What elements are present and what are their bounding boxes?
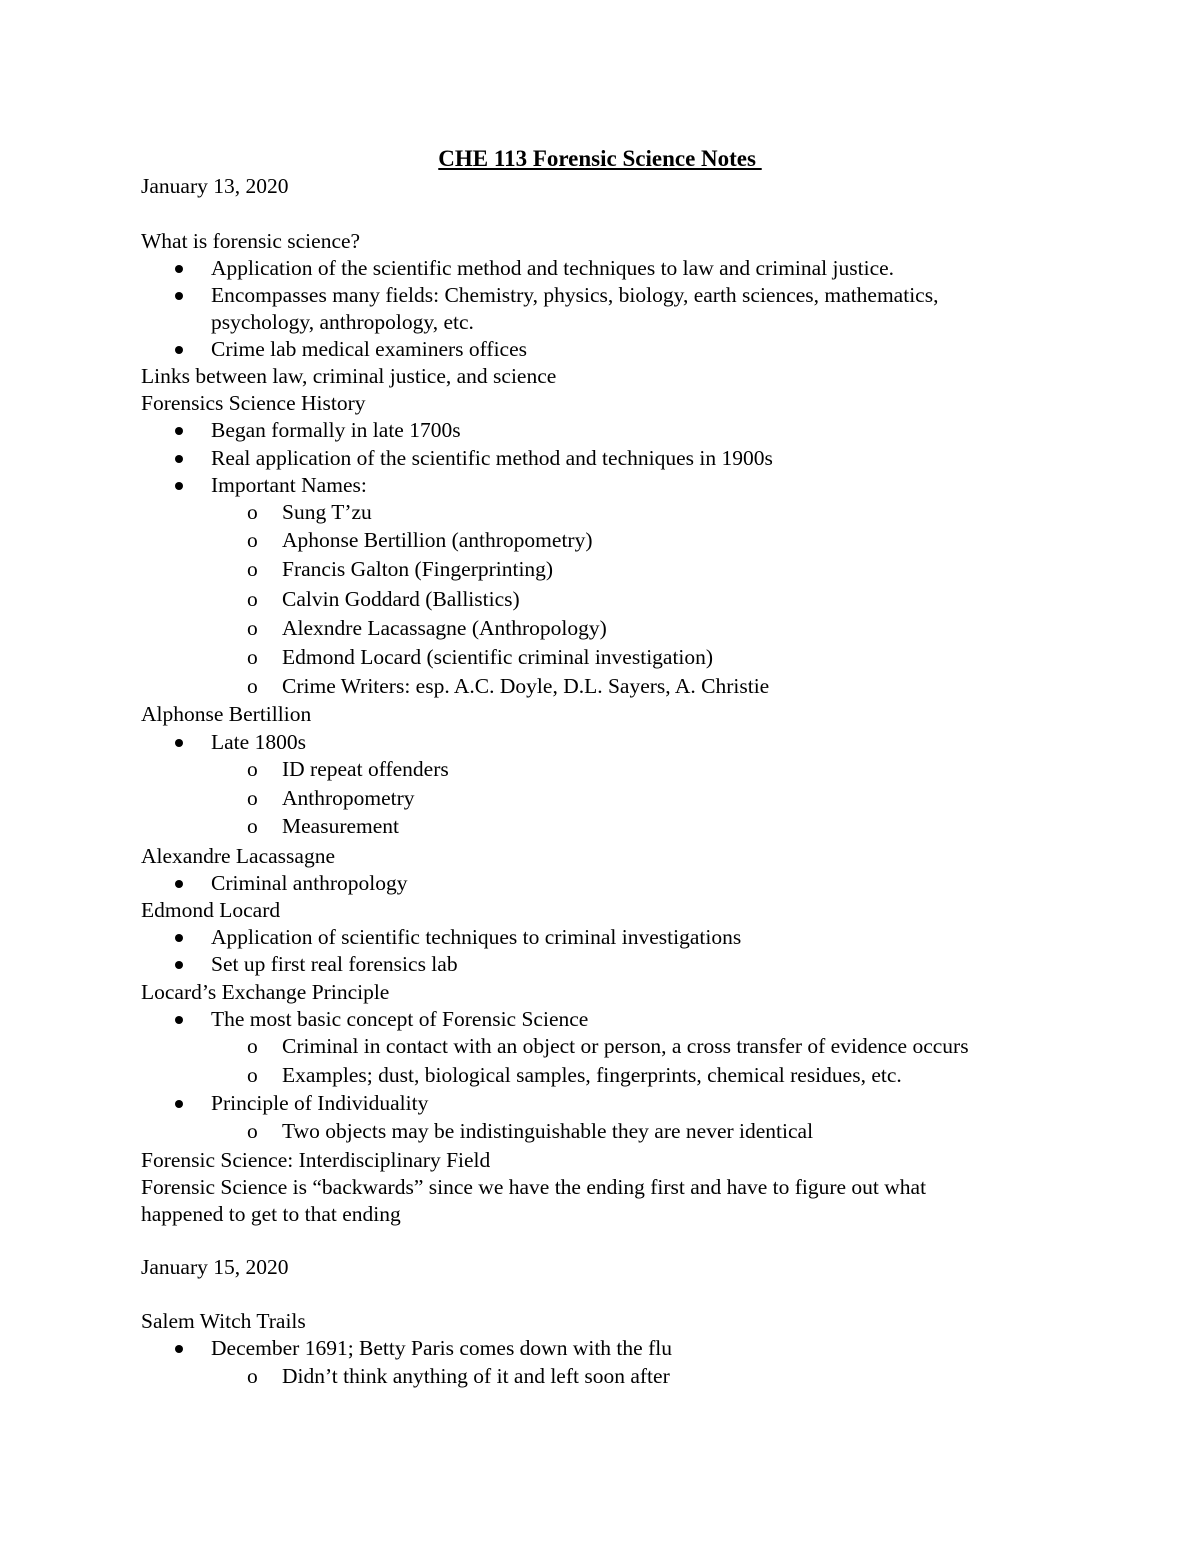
- sub-bullet-circle-icon: o: [247, 757, 258, 781]
- sub-bullet-circle-icon: o: [247, 616, 258, 640]
- sub-bullet-item: ID repeat offenders: [282, 757, 449, 781]
- sub-bullet-circle-icon: o: [247, 587, 258, 611]
- sub-bullet-circle-icon: o: [247, 786, 258, 810]
- bullet-dot-icon: [175, 1345, 183, 1353]
- sub-bullet-item: Crime Writers: esp. A.C. Doyle, D.L. Sayers, A. Christie: [282, 674, 770, 698]
- bullet-item: Criminal anthropology: [211, 871, 408, 895]
- note-heading-line: January 13, 2020: [141, 174, 289, 198]
- bullet-item: Real application of the scientific method and techniques in 1900s: [211, 446, 773, 470]
- sub-bullet-circle-icon: o: [247, 645, 258, 669]
- bullet-dot-icon: [175, 934, 183, 942]
- note-heading-line: Edmond Locard: [141, 898, 281, 922]
- bullet-dot-icon: [175, 482, 183, 490]
- sub-bullet-item: Examples; dust, biological samples, fingerprints, chemical residues, etc.: [282, 1063, 902, 1087]
- bullet-item: Important Names:: [211, 473, 367, 497]
- bullet-dot-icon: [175, 292, 183, 300]
- bullet-dot-icon: [175, 346, 183, 354]
- note-heading-line: Alexandre Lacassagne: [141, 844, 335, 868]
- sub-bullet-circle-icon: o: [247, 674, 258, 698]
- bullet-dot-icon: [175, 1100, 183, 1108]
- bullet-item: The most basic concept of Forensic Science: [211, 1007, 589, 1031]
- note-heading-line: What is forensic science?: [141, 229, 361, 253]
- bullet-dot-icon: [175, 1016, 183, 1024]
- bullet-item: December 1691; Betty Paris comes down with the flu: [211, 1336, 672, 1360]
- sub-bullet-circle-icon: o: [247, 1364, 258, 1388]
- bullet-item: Application of the scientific method and techniques to law and criminal justice.: [211, 256, 895, 280]
- bullet-dot-icon: [175, 739, 183, 747]
- sub-bullet-item: Didn’t think anything of it and left soon after: [282, 1364, 670, 1388]
- note-heading-line: January 15, 2020: [141, 1255, 289, 1279]
- note-heading-line: Salem Witch Trails: [141, 1309, 306, 1333]
- bullet-dot-icon: [175, 880, 183, 888]
- sub-bullet-item: Alexndre Lacassagne (Anthropology): [282, 616, 607, 640]
- sub-bullet-circle-icon: o: [247, 1034, 258, 1058]
- bullet-dot-icon: [175, 455, 183, 463]
- bullet-dot-icon: [175, 265, 183, 273]
- sub-bullet-item: Anthropometry: [282, 786, 415, 810]
- sub-bullet-item: Criminal in contact with an object or person, a cross transfer of evidence occurs: [282, 1034, 969, 1058]
- sub-bullet-item: Two objects may be indistinguishable they are never identical: [282, 1119, 814, 1143]
- sub-bullet-item: Calvin Goddard (Ballistics): [282, 587, 520, 611]
- bullet-item: Set up first real forensics lab: [211, 952, 458, 976]
- bullet-item: psychology, anthropology, etc.: [211, 310, 474, 334]
- note-heading-line: Links between law, criminal justice, and science: [141, 364, 557, 388]
- bullet-item: Encompasses many fields: Chemistry, physics, biology, earth sciences, mathematics,: [211, 283, 939, 307]
- sub-bullet-item: Sung T’zu: [282, 500, 372, 524]
- note-heading-line: happened to get to that ending: [141, 1202, 401, 1226]
- sub-bullet-item: Edmond Locard (scientific criminal investigation): [282, 645, 714, 669]
- note-heading-line: Forensic Science: Interdisciplinary Field: [141, 1148, 491, 1172]
- bullet-item: Crime lab medical examiners offices: [211, 337, 528, 361]
- bullet-item: Principle of Individuality: [211, 1091, 429, 1115]
- sub-bullet-circle-icon: o: [247, 1063, 258, 1087]
- note-heading-line: Forensic Science is “backwards” since we have the ending first and have to figure out what: [141, 1175, 927, 1199]
- document-title: CHE 113 Forensic Science Notes: [438, 146, 762, 171]
- bullet-dot-icon: [175, 427, 183, 435]
- bullet-item: Late 1800s: [211, 730, 306, 754]
- sub-bullet-circle-icon: o: [247, 528, 258, 552]
- sub-bullet-circle-icon: o: [247, 814, 258, 838]
- sub-bullet-item: Francis Galton (Fingerprinting): [282, 557, 554, 581]
- bullet-item: Began formally in late 1700s: [211, 418, 461, 442]
- sub-bullet-circle-icon: o: [247, 1119, 258, 1143]
- sub-bullet-item: Aphonse Bertillion (anthropometry): [282, 528, 593, 552]
- sub-bullet-item: Measurement: [282, 814, 400, 838]
- sub-bullet-circle-icon: o: [247, 500, 258, 524]
- note-heading-line: Alphonse Bertillion: [141, 702, 312, 726]
- note-heading-line: Locard’s Exchange Principle: [141, 980, 390, 1004]
- note-heading-line: Forensics Science History: [141, 391, 366, 415]
- sub-bullet-circle-icon: o: [247, 557, 258, 581]
- bullet-item: Application of scientific techniques to criminal investigations: [211, 925, 742, 949]
- bullet-dot-icon: [175, 961, 183, 969]
